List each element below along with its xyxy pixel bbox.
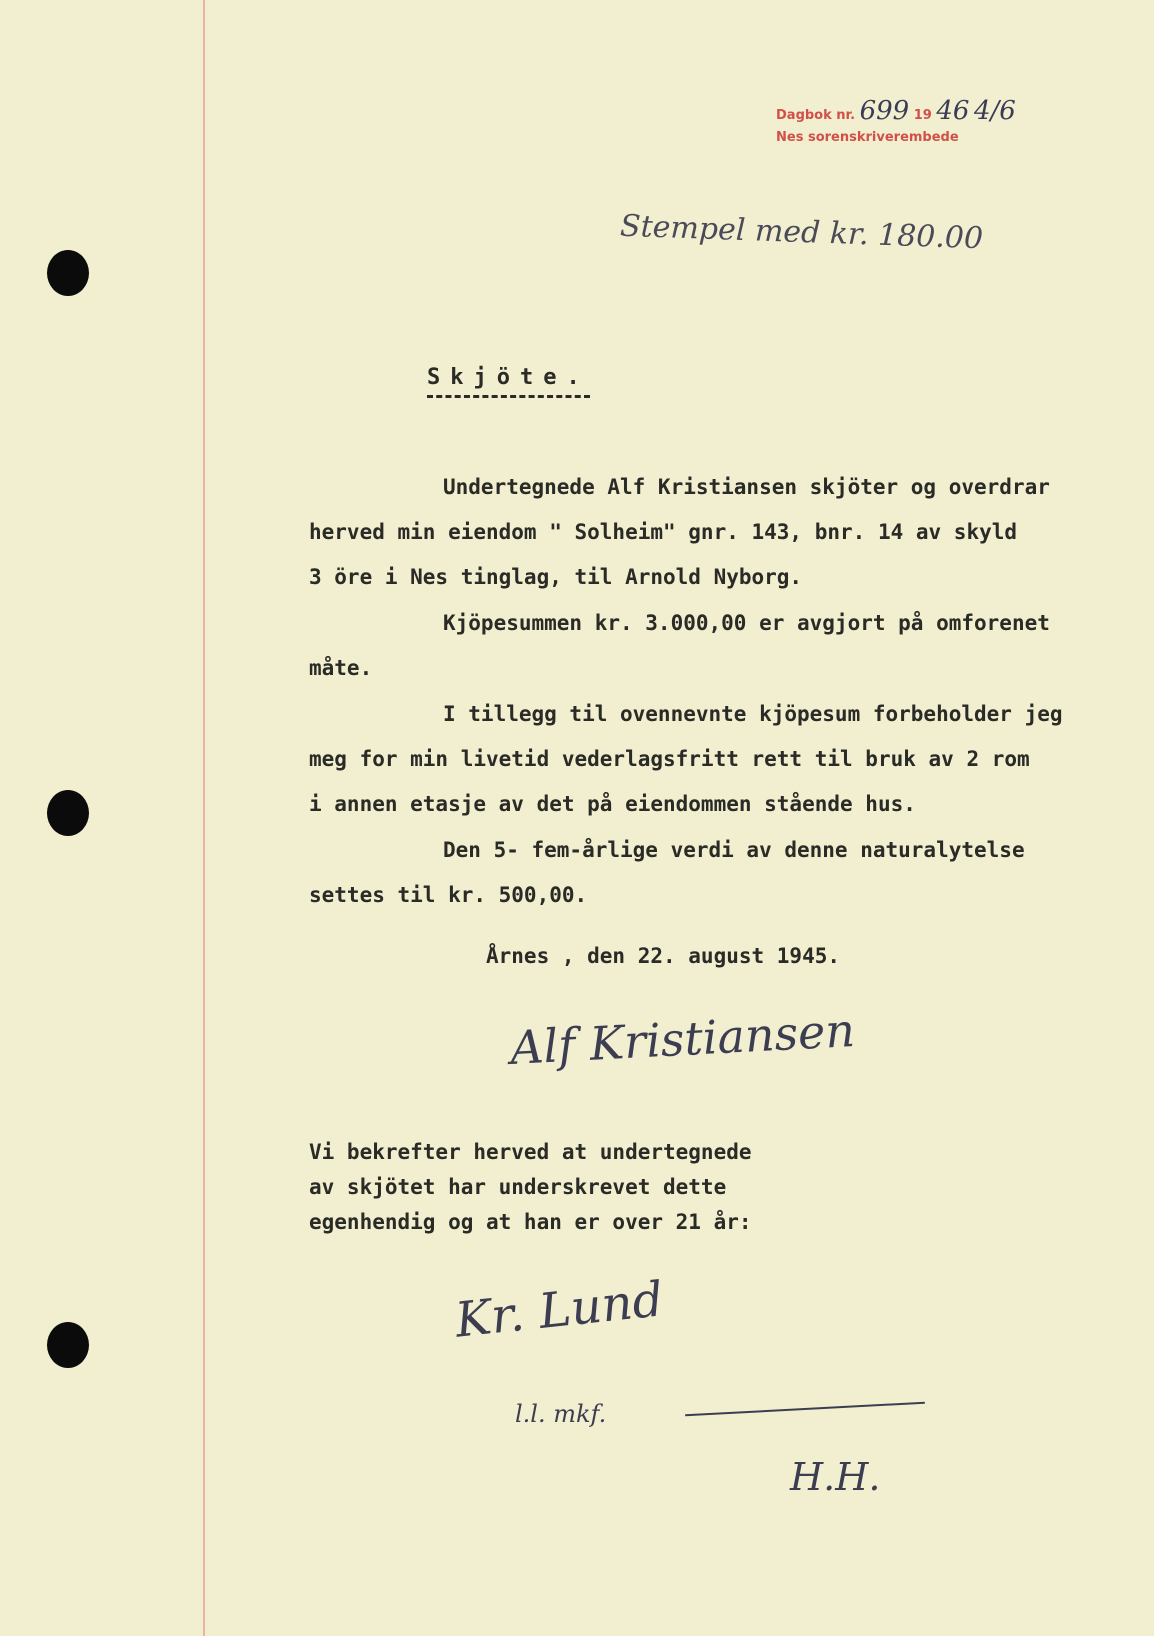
body-line: herved min eiendom " Solheim" gnr. 143, bnr. 14 av skyld (309, 520, 1018, 544)
signature-line (685, 1402, 925, 1417)
body-line: Den 5- fem-årlige verdi av denne naturalytelse (443, 838, 1025, 862)
stamp-year-prefix: 19 (913, 108, 932, 123)
stamp-prefix: Dagbok nr. (776, 108, 856, 123)
witness-line: av skjötet har underskrevet dette (309, 1175, 727, 1199)
witness-line: egenhendig og at han er over 21 år: (309, 1210, 752, 1234)
body-line: måte. (309, 656, 373, 680)
stamp-date: 4/6 (973, 96, 1016, 126)
punch-hole-top (47, 250, 89, 296)
stamp-number: 699 (859, 96, 910, 126)
date-line: Årnes , den 22. august 1945. (486, 944, 841, 968)
margin-line (203, 0, 205, 1636)
witness-signature-1-sub: l.l. mkf. (515, 1400, 607, 1428)
body-line: 3 öre i Nes tinglag, til Arnold Nyborg. (309, 565, 803, 589)
handwritten-stamp-note: Stempel med kr. 180.00 (619, 208, 984, 257)
punch-hole-bottom (47, 1322, 89, 1368)
document-title: Skjöte. (427, 365, 590, 398)
seller-signature: Alf Kristiansen (508, 1003, 857, 1075)
stamp-year: 46 (936, 96, 970, 126)
stamp-office: Nes sorenskriverembede (776, 130, 959, 145)
witness-signature-2: H.H. (790, 1455, 881, 1499)
body-line: I tillegg til ovennevnte kjöpesum forbeholder jeg (443, 702, 1063, 726)
witness-line: Vi bekrefter herved at undertegnede (309, 1140, 752, 1164)
body-line: Undertegnede Alf Kristiansen skjöter og overdrar (443, 475, 1050, 499)
punch-hole-middle (47, 790, 89, 836)
body-line: i annen etasje av det på eiendommen stående hus. (309, 792, 916, 816)
body-line: settes til kr. 500,00. (309, 883, 588, 907)
body-line: meg for min livetid vederlagsfritt rett til bruk av 2 rom (309, 747, 1030, 771)
registry-stamp (776, 96, 1016, 150)
body-line: Kjöpesummen kr. 3.000,00 er avgjort på omforenet (443, 611, 1050, 635)
witness-signature-1: Kr. Lund (452, 1271, 666, 1349)
